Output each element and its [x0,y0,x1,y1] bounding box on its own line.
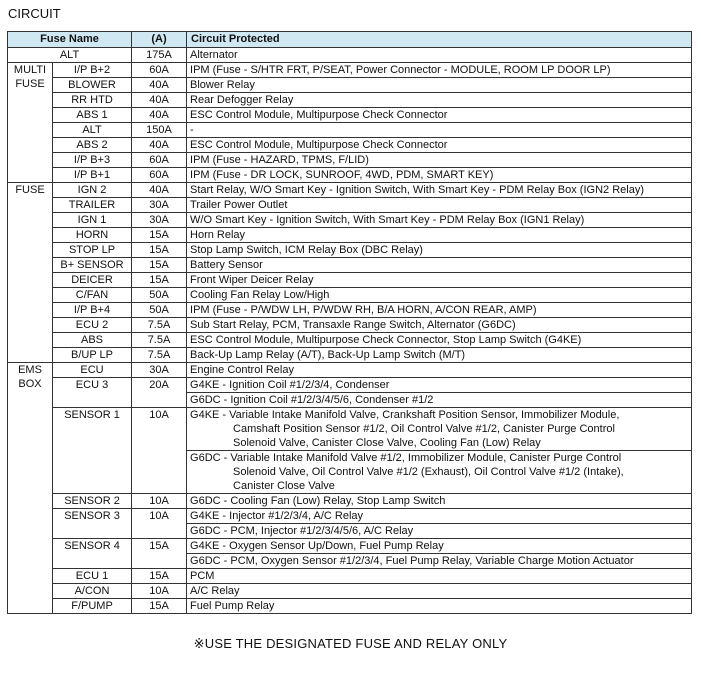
fuse-amp: 60A [132,63,187,78]
fuse-amp: 30A [132,198,187,213]
circuit-protected: Alternator [187,48,692,63]
table-row [8,48,692,63]
table-row [8,303,692,318]
fuse-name: ALT [53,123,132,138]
fuse-amp: 30A [132,213,187,228]
circuit-protected: IPM (Fuse - HAZARD, TPMS, F/LID) [187,153,692,168]
fuse-amp: 15A [132,228,187,243]
fuse-amp: 7.5A [132,318,187,333]
fuse-amp: 7.5A [132,333,187,348]
table-row [8,318,692,333]
fuse-amp: 40A [132,78,187,93]
fuse-name: ABS 1 [53,108,132,123]
fuse-name: ABS 2 [53,138,132,153]
fuse-name: BLOWER [53,78,132,93]
table-row [8,363,692,378]
circuit-protected: ESC Control Module, Multipurpose Check Connector, Stop Lamp Switch (G4KE) [187,333,692,348]
table-row [8,348,692,363]
table-header-row [8,32,692,48]
header-fuse-name: Fuse Name [8,32,132,48]
fuse-amp: 60A [132,153,187,168]
fuse-amp: 7.5A [132,348,187,363]
fuse-amp: 15A [132,569,187,584]
fuse-amp: 40A [132,183,187,198]
circuit-protected: G4KE - Ignition Coil #1/2/3/4, Condenser [187,378,692,393]
circuit-protected: Cooling Fan Relay Low/High [187,288,692,303]
fuse-name: ECU [53,363,132,378]
table-row [8,198,692,213]
circuit-protected: W/O Smart Key - Ignition Switch, With Smart Key - PDM Relay Box (IGN1 Relay) [187,213,692,228]
circuit-line: Solenoid Valve, Canister Close Valve, Cooling Fan (Low) Relay [233,437,541,449]
header-circuit: Circuit Protected [187,32,692,48]
fuse-name: RR HTD [53,93,132,108]
circuit-protected: G6DC - Cooling Fan (Low) Relay, Stop Lamp Switch [187,494,692,509]
table-row [8,494,692,509]
table-row [8,108,692,123]
fuse-name: I/P B+1 [53,168,132,183]
fuse-amp: 30A [132,363,187,378]
fuse-name: ECU 1 [53,569,132,584]
circuit-protected: G4KE - Injector #1/2/3/4, A/C Relay [187,509,692,524]
fuse-name: I/P B+4 [53,303,132,318]
table-row [8,258,692,273]
fuse-amp: 40A [132,108,187,123]
circuit-protected: Fuel Pump Relay [187,599,692,614]
circuit-protected: ESC Control Module, Multipurpose Check Connector [187,108,692,123]
circuit-protected: IPM (Fuse - P/WDW LH, P/WDW RH, B/A HORN, A/CON REAR, AMP) [187,303,692,318]
fuse-name: I/P B+3 [53,153,132,168]
circuit-protected: Front Wiper Deicer Relay [187,273,692,288]
circuit-protected: G6DC - Ignition Coil #1/2/3/4/5/6, Condenser #1/2 [187,393,692,408]
footnote: ※USE THE DESIGNATED FUSE AND RELAY ONLY [193,636,508,651]
fuse-amp: 10A [132,494,187,509]
fuse-amp: 50A [132,303,187,318]
circuit-table [7,31,692,614]
circuit-line: G6DC - Variable Intake Manifold Valve #1/2, Immobilizer Module, Canister Purge Control [190,452,622,464]
group-label: FUSE [15,78,45,90]
circuit-protected: Start Relay, W/O Smart Key - Ignition Switch, With Smart Key - PDM Relay Box (IGN2 Relay) [187,183,692,198]
circuit-protected: Engine Control Relay [187,363,692,378]
fuse-amp: 50A [132,288,187,303]
fuse-name: STOP LP [53,243,132,258]
circuit-protected: G6DC - PCM, Oxygen Sensor #1/2/3/4, Fuel Pump Relay, Variable Charge Motion Actuator [187,554,692,569]
circuit-protected: Horn Relay [187,228,692,243]
fuse-amp: 175A [132,48,187,63]
circuit-protected: Blower Relay [187,78,692,93]
table-row [8,168,692,183]
circuit-protected [187,451,692,494]
fuse-amp: 15A [132,243,187,258]
fuse-amp: 15A [132,539,187,569]
table-row [8,78,692,93]
fuse-name: SENSOR 4 [53,539,132,569]
group-multi-fuse [8,63,53,183]
fuse-name: HORN [53,228,132,243]
table-row [8,228,692,243]
fuse-name: ECU 3 [53,378,132,408]
table-row [8,63,692,78]
circuit-protected: G6DC - PCM, Injector #1/2/3/4/5/6, A/C Relay [187,524,692,539]
fuse-name: SENSOR 3 [53,509,132,539]
fuse-name: F/PUMP [53,599,132,614]
fuse-name: A/CON [53,584,132,599]
circuit-protected: G4KE - Oxygen Sensor Up/Down, Fuel Pump Relay [187,539,692,554]
fuse-name: DEICER [53,273,132,288]
table-row [8,378,692,393]
circuit-line: Solenoid Valve, Oil Control Valve #1/2 (Exhaust), Oil Control Valve #1/2 (Intake), [233,466,624,478]
table-row [8,153,692,168]
fuse-amp: 10A [132,509,187,539]
fuse-amp: 10A [132,408,187,494]
group-fuse: FUSE [8,183,53,363]
circuit-line: G4KE - Variable Intake Manifold Valve, Crankshaft Position Sensor, Immobilizer Module, [190,409,620,421]
fuse-name: B/UP LP [53,348,132,363]
circuit-protected: Sub Start Relay, PCM, Transaxle Range Switch, Alternator (G6DC) [187,318,692,333]
fuse-name: TRAILER [53,198,132,213]
table-row [8,584,692,599]
fuse-amp: 40A [132,93,187,108]
circuit-protected: IPM (Fuse - S/HTR FRT, P/SEAT, Power Connector - MODULE, ROOM LP DOOR LP) [187,63,692,78]
page-title: CIRCUIT [8,6,61,21]
table-row [8,138,692,153]
fuse-amp: 150A [132,123,187,138]
fuse-amp: 60A [132,168,187,183]
table-row [8,509,692,524]
circuit-protected [187,408,692,451]
circuit-protected: PCM [187,569,692,584]
table-row [8,539,692,554]
circuit-protected: A/C Relay [187,584,692,599]
group-label: EMS [18,364,42,376]
circuit-line: Camshaft Position Sensor #1/2, Oil Control Valve #1/2, Canister Purge Control [233,423,615,435]
table-row [8,183,692,198]
circuit-line: Canister Close Valve [233,480,335,492]
group-label: BOX [18,378,42,390]
circuit-protected: Back-Up Lamp Relay (A/T), Back-Up Lamp Switch (M/T) [187,348,692,363]
fuse-name: B+ SENSOR [53,258,132,273]
circuit-protected: Stop Lamp Switch, ICM Relay Box (DBC Relay) [187,243,692,258]
table-row [8,333,692,348]
fuse-amp: 10A [132,584,187,599]
fuse-name: IGN 2 [53,183,132,198]
table-row [8,123,692,138]
circuit-protected: ESC Control Module, Multipurpose Check Connector [187,138,692,153]
table-row [8,288,692,303]
table-row [8,408,692,451]
table-row [8,599,692,614]
fuse-name: SENSOR 2 [53,494,132,509]
table-row [8,243,692,258]
table-row [8,273,692,288]
fuse-amp: 15A [132,599,187,614]
circuit-protected: Trailer Power Outlet [187,198,692,213]
fuse-name: ALT [8,48,132,63]
circuit-protected: Rear Defogger Relay [187,93,692,108]
table-row [8,213,692,228]
circuit-protected: - [187,123,692,138]
header-amp: (A) [132,32,187,48]
fuse-amp: 20A [132,378,187,408]
fuse-name: I/P B+2 [53,63,132,78]
fuse-name: IGN 1 [53,213,132,228]
fuse-amp: 15A [132,273,187,288]
group-label: MULTI [13,64,47,76]
fuse-amp: 40A [132,138,187,153]
table-row [8,93,692,108]
table-row [8,569,692,584]
fuse-name: ECU 2 [53,318,132,333]
circuit-protected: IPM (Fuse - DR LOCK, SUNROOF, 4WD, PDM, SMART KEY) [187,168,692,183]
fuse-amp: 15A [132,258,187,273]
fuse-name: C/FAN [53,288,132,303]
group-ems-box [8,363,53,614]
fuse-name: SENSOR 1 [53,408,132,494]
fuse-name: ABS [53,333,132,348]
circuit-protected: Battery Sensor [187,258,692,273]
